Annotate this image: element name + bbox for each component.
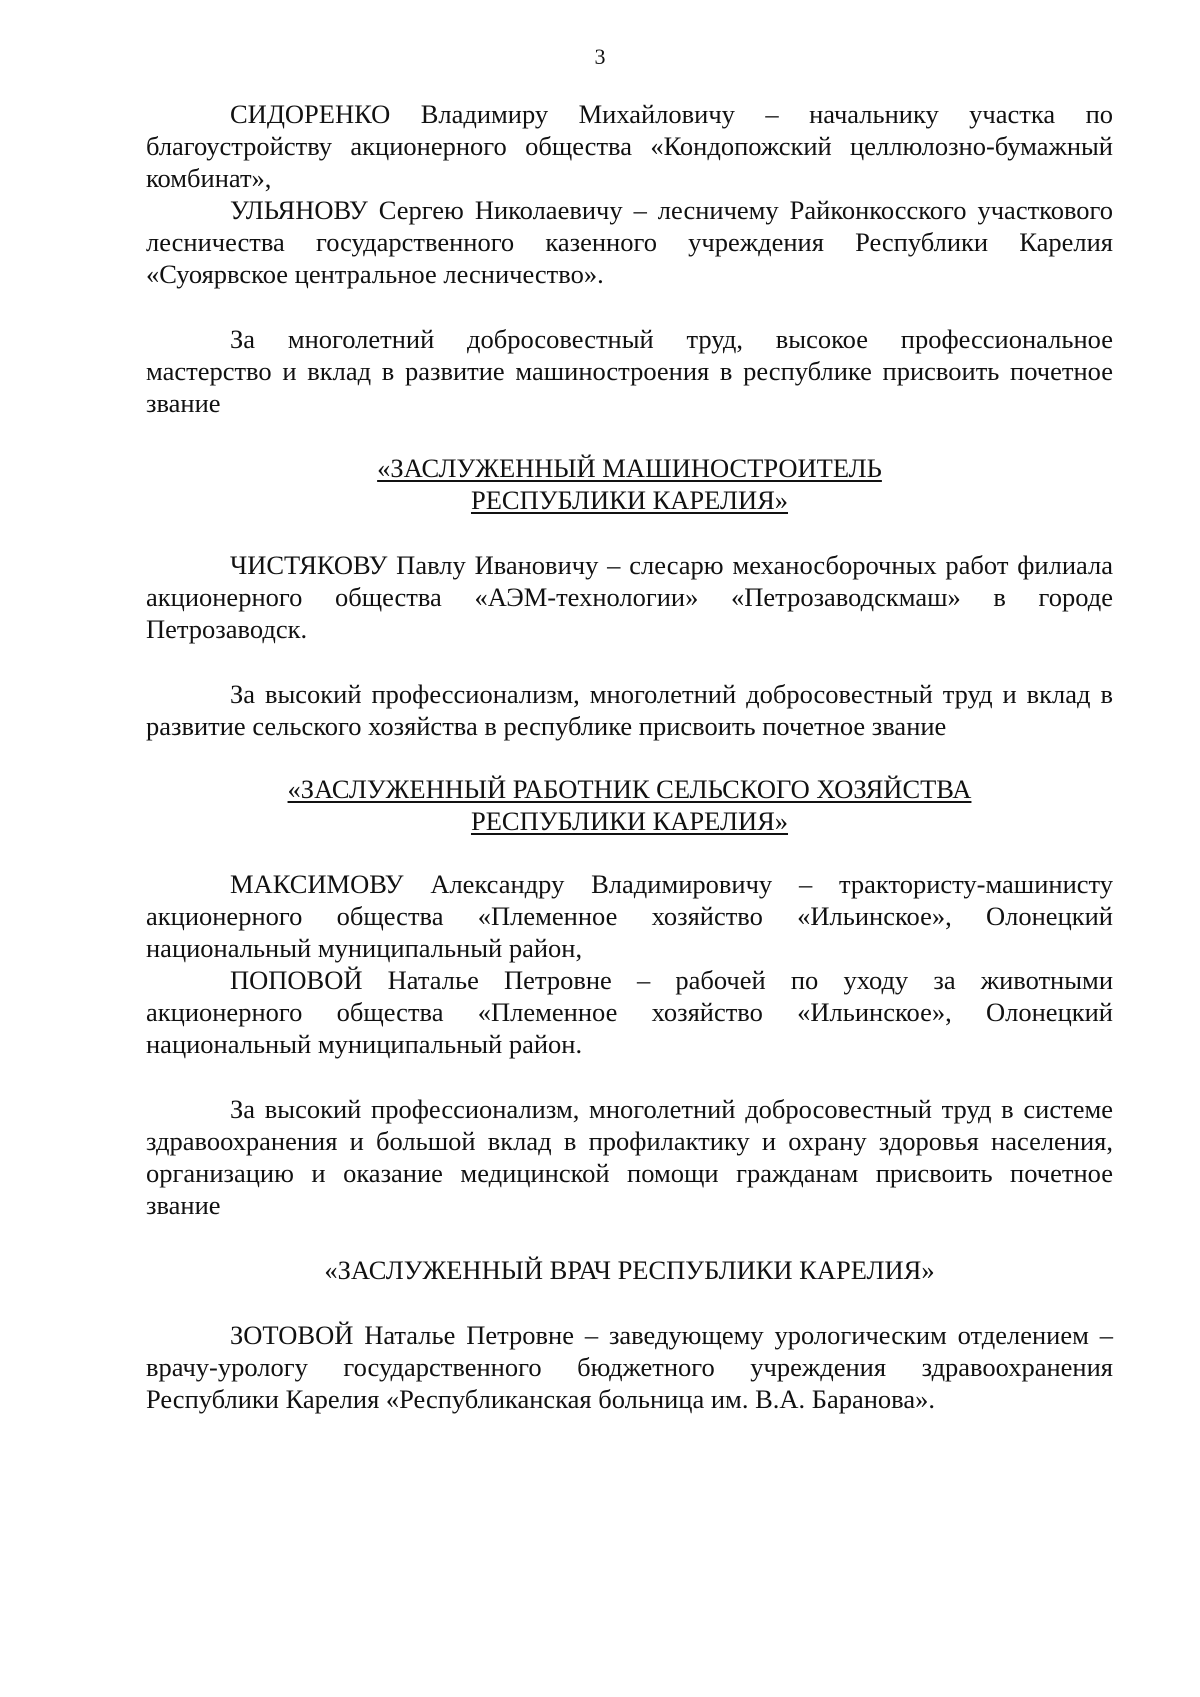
- page-number: 3: [594, 44, 606, 69]
- award-recipient-ulyanov: УЛЬЯНОВУ Сергею Николаевичу – лесничему Райконкосского участкового лесничества государственного казенного учреждения Республики Карелия «Суоярвское центральное лесничество».: [146, 195, 1113, 289]
- spacer: [146, 516, 1113, 549]
- honorary-title-agriculture-worker: [146, 773, 1113, 837]
- award-rationale-machine-building: За многолетний добросовестный труд, высокое профессиональное мастерство и вклад в развитие машиностроения в республике присвоить почетное звание: [146, 324, 1113, 418]
- title-line: «ЗАСЛУЖЕННЫЙ ВРАЧ РЕСПУБЛИКИ КАРЕЛИЯ»: [324, 1255, 935, 1285]
- spacer: [146, 419, 1113, 452]
- honorary-title-machine-builder: [146, 452, 1113, 516]
- title-line: РЕСПУБЛИКИ КАРЕЛИЯ»: [470, 806, 789, 836]
- award-recipient-sidorenko: СИДОРЕНКО Владимиру Михайловичу – начальнику участка по благоустройству акционерного общества «Кондопожский целлюлозно-бумажный комбинат»,: [146, 99, 1113, 193]
- honorary-title-doctor: [146, 1254, 1113, 1286]
- award-recipient-chistyakov: ЧИСТЯКОВУ Павлу Ивановичу – слесарю механосборочных работ филиала акционерного общества «АЭМ-технологии» «Петрозаводскмаш» в городе Петрозаводск.: [146, 550, 1113, 644]
- spacer: [146, 645, 1113, 678]
- award-recipient-zotova: ЗОТОВОЙ Наталье Петровне – заведующему урологическим отделением – врачу-урологу государственного бюджетного учреждения здравоохранения Республики Карелия «Республиканская больница им. В.А. Баранова».: [146, 1320, 1113, 1414]
- spacer: [146, 837, 1113, 868]
- spacer: [146, 290, 1113, 323]
- spacer: [146, 1286, 1113, 1319]
- spacer: [146, 1060, 1113, 1093]
- spacer: [146, 742, 1113, 773]
- title-line: «ЗАСЛУЖЕННЫЙ МАШИНОСТРОИТЕЛЬ: [377, 453, 882, 483]
- document-body: [146, 98, 1113, 1415]
- title-line: «ЗАСЛУЖЕННЫЙ РАБОТНИК СЕЛЬСКОГО ХОЗЯЙСТВА: [287, 774, 972, 804]
- spacer: [146, 1221, 1113, 1254]
- award-recipient-popova: ПОПОВОЙ Наталье Петровне – рабочей по уходу за животными акционерного общества «Племенное хозяйство «Ильинское», Олонецкий национальный муниципальный район.: [146, 965, 1113, 1059]
- title-line: РЕСПУБЛИКИ КАРЕЛИЯ»: [470, 485, 789, 515]
- award-rationale-agriculture: За высокий профессионализм, многолетний добросовестный труд и вклад в развитие сельского хозяйства в республике присвоить почетное звание: [146, 679, 1113, 741]
- award-rationale-healthcare: За высокий профессионализм, многолетний добросовестный труд в системе здравоохранения и большой вклад в профилактику и охрану здоровья населения, организацию и оказание медицинской помощи гражданам присвоить почетное звание: [146, 1094, 1113, 1220]
- award-recipient-maksimov: МАКСИМОВУ Александру Владимировичу – трактористу-машинисту акционерного общества «Племенное хозяйство «Ильинское», Олонецкий национальный муниципальный район,: [146, 869, 1113, 963]
